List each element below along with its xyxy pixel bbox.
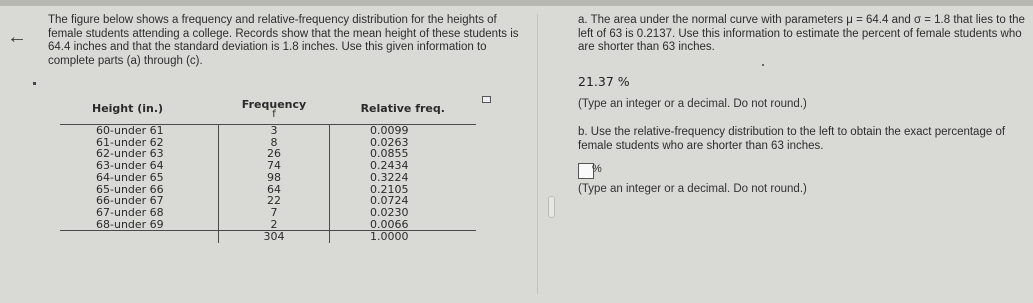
cell-relative-freq: 0.2434 [370,159,409,173]
cell-relative-freq: 0.0099 [370,124,409,137]
cell-relative-freq: 0.0263 [370,135,409,149]
cell-height-class: 68-under 69 [60,219,219,231]
stray-dot [762,64,764,66]
col-header-frequency [219,92,330,125]
cell-relative-freq: 0.3224 [370,170,409,184]
cell-height-class: 65-under 66 [60,184,219,196]
cell-frequency: 64 [219,184,330,196]
part-b-unit: % [592,163,602,175]
cell-frequency: 7 [219,207,330,219]
cell-relative-freq: 0.0724 [370,194,409,208]
cell-total-relative-freq: 1.0000 [330,231,477,244]
cell-relative-freq: 0.0230 [370,205,409,219]
part-a-text: a. The area under the normal curve with parameters μ = 64.4 and σ = 1.8 that lies to the left of 63 is 0.2137. Use this information to estimate the percent of female students who are shorter than 63 inches. [578,14,1025,54]
cell-height-class: 66-under 67 [60,195,219,207]
cell-height-class: 67-under 68 [60,207,219,219]
cell-total-label [60,231,219,244]
cell-frequency: 98 [219,172,330,184]
part-b-text: b. Use the relative-frequency distribution to the left to obtain the exact percentage of female students who are shorter than 63 inches. [578,126,1006,152]
part-a-answer: 21.37 % [578,74,630,89]
frequency-table-panel [60,92,488,243]
cell-frequency: 2 [219,219,330,231]
frequency-table [60,92,476,243]
panel-divider [537,14,538,294]
cell-frequency: 74 [219,160,330,172]
cell-height-class: 60-under 61 [60,125,219,137]
cell-frequency: 8 [219,137,330,149]
problem-intro: The figure below shows a frequency and relative-frequency distribution for the heights of female students attending a college. Records show that the mean height of these students is 64.4 inches and that the standard deviation is 1.8 inches. Use this given information to complete parts (a) through (c). [48,14,519,67]
cell-frequency: 22 [219,195,330,207]
cell-frequency: 26 [219,148,330,160]
table-total-row [60,231,476,244]
part-b-hint: (Type an integer or a decimal. Do not round.) [578,183,807,195]
cell-total-frequency: 304 [219,231,330,244]
col-header-frequency-symbol: f [272,108,276,120]
table-row [60,125,476,137]
col-header-frequency-label: Frequency [241,97,307,111]
cell-height-class: 64-under 65 [60,172,219,184]
back-arrow-icon[interactable]: ← [7,26,27,48]
expand-table-icon[interactable] [482,96,491,103]
cell-relative-freq: 0.2105 [370,182,409,196]
splitter-handle[interactable] [548,196,555,218]
table-row [60,219,476,231]
col-header-height: Height (in.) [60,92,219,125]
cell-height-class: 61-under 62 [60,137,219,149]
col-header-relative-freq: Relative freq. [330,92,477,125]
bullet-dot [33,82,36,85]
top-bar [0,0,1033,6]
cell-frequency: 3 [219,125,330,137]
cell-relative-freq: 0.0855 [370,147,409,161]
table-row [60,207,476,219]
part-a-hint: (Type an integer or a decimal. Do not round.) [578,98,807,110]
cell-height-class: 62-under 63 [60,148,219,160]
table-row [60,172,476,184]
cell-relative-freq: 0.0066 [370,217,409,231]
cell-height-class: 63-under 64 [60,160,219,172]
